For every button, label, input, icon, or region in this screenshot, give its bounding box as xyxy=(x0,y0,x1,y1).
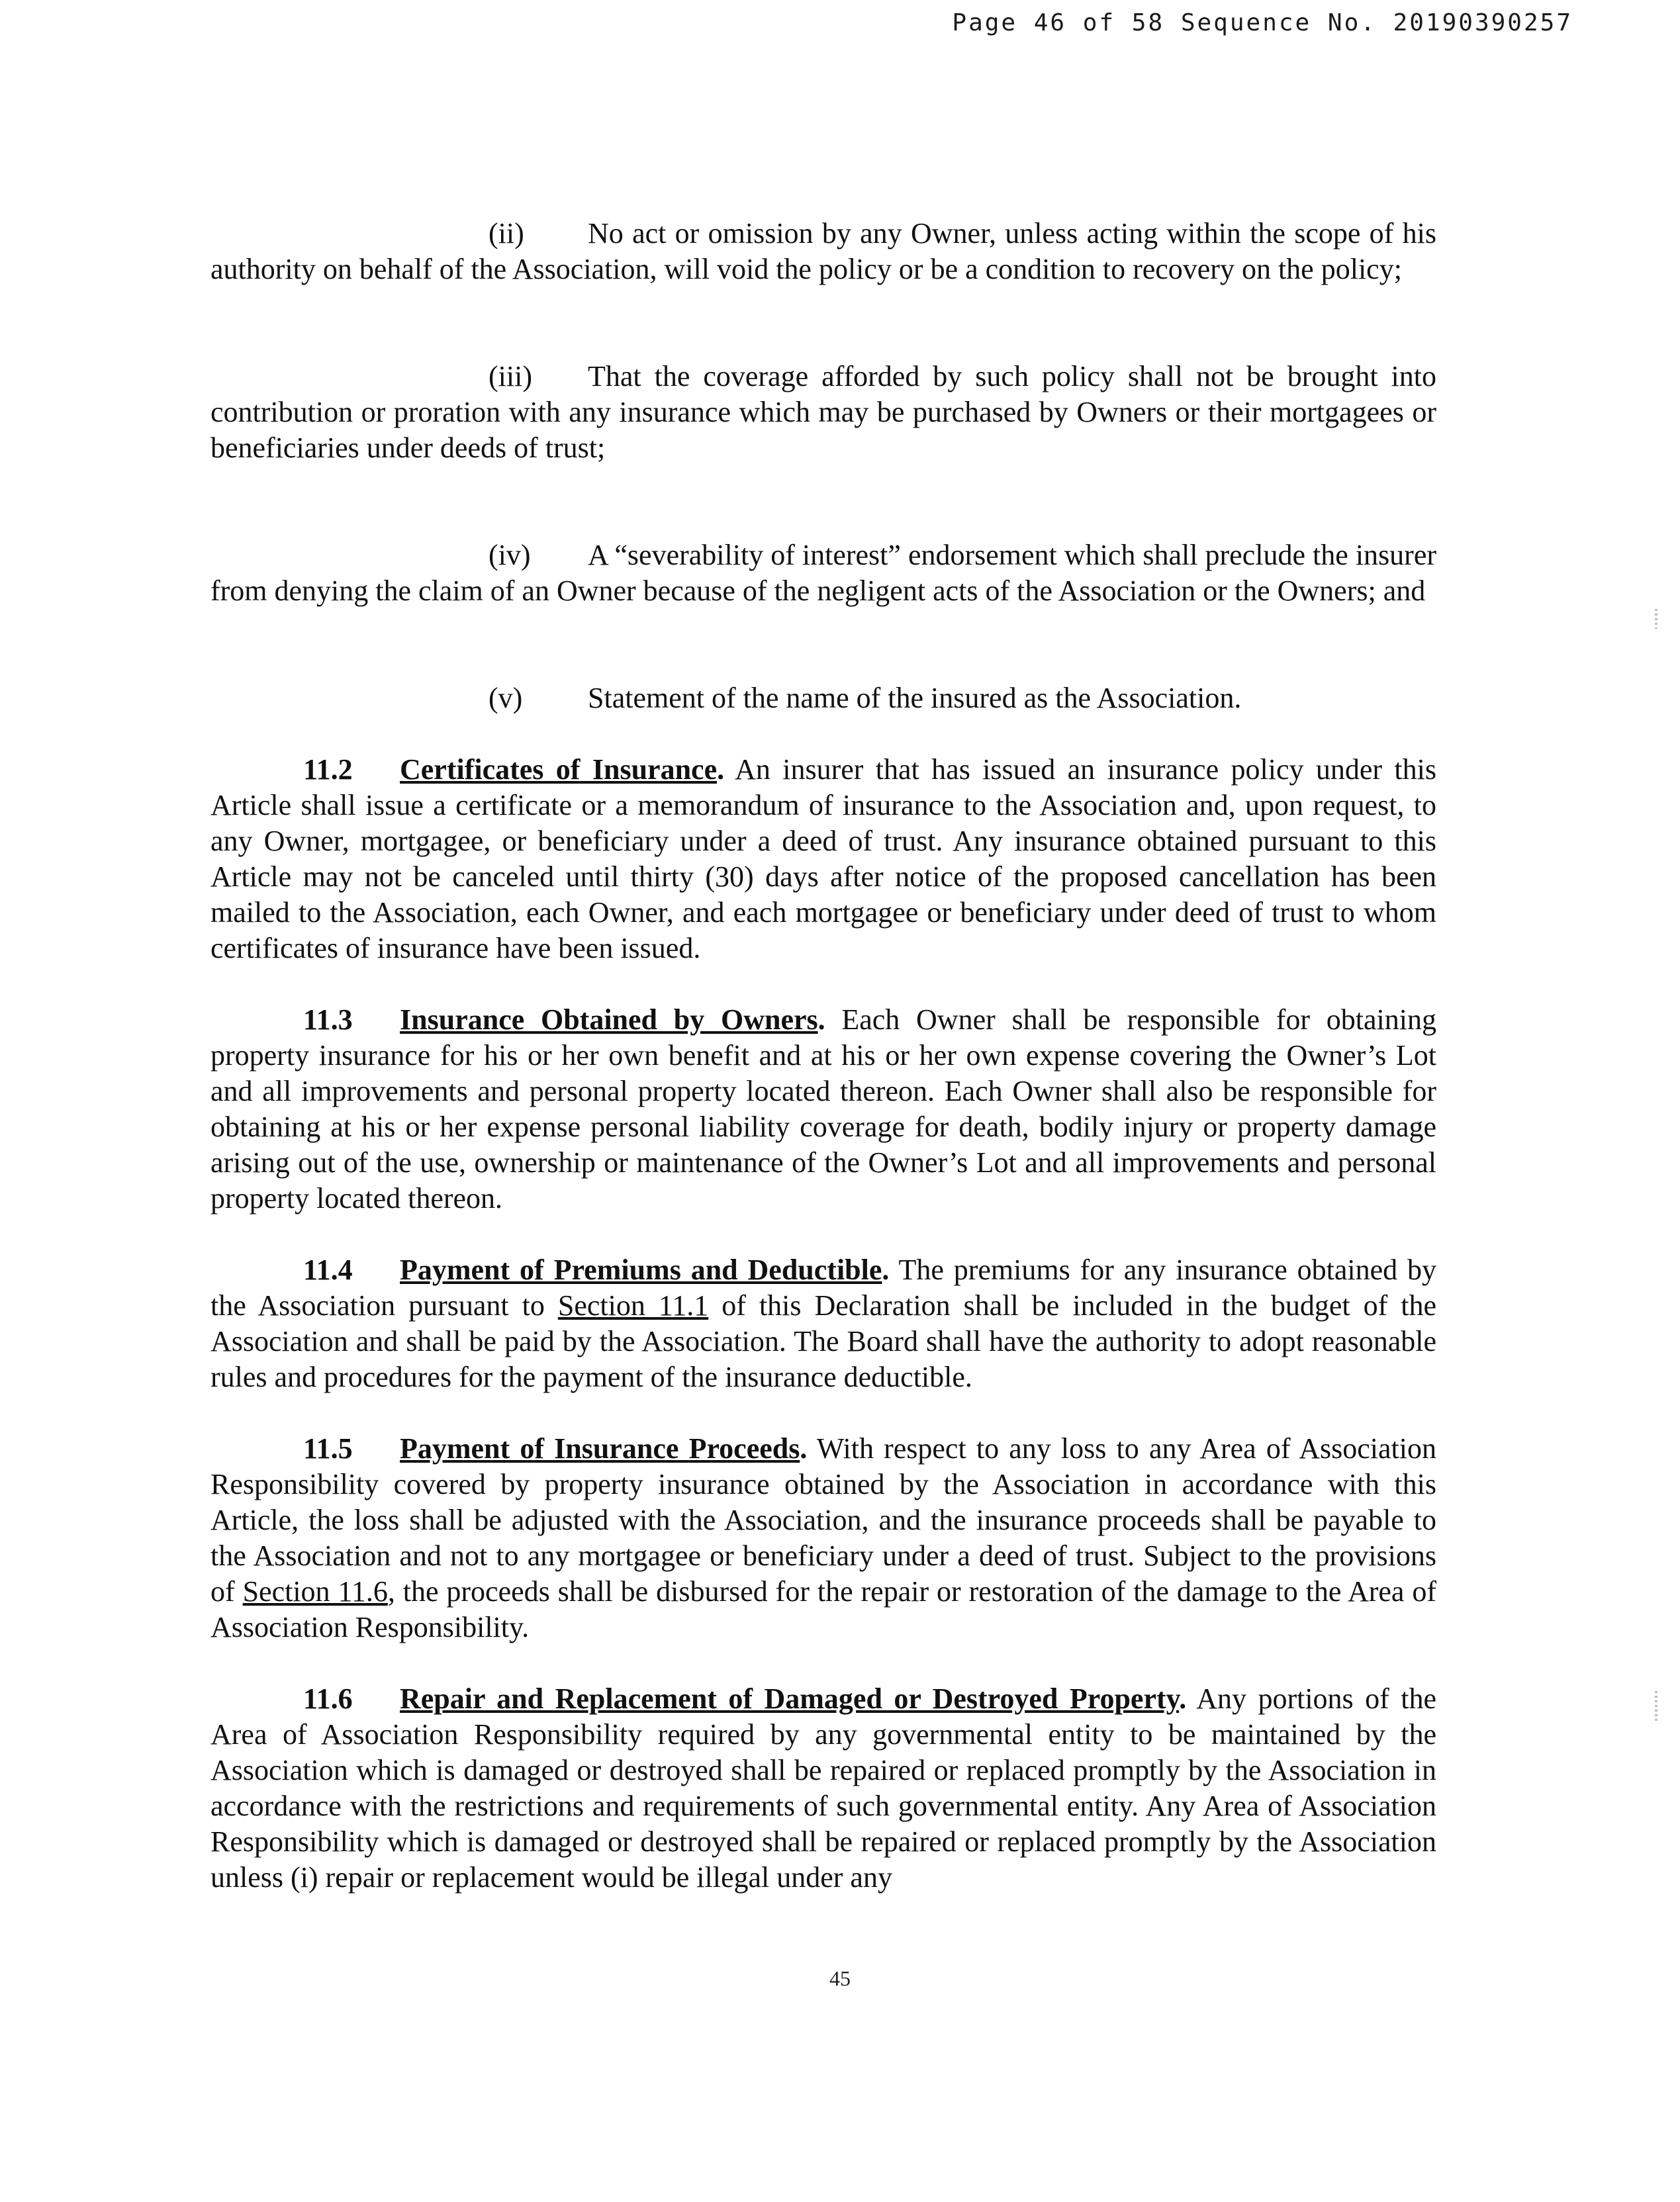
section-number: 11.5 xyxy=(303,1432,353,1465)
section-body: With respect to any loss to any Area of Association Responsibility covered by property insurance obtained by the Association in accordance with this Article, the loss shall be adjusted with the Association, and the insurance proceeds shall be payable to the Association and not to any mortgagee or beneficiary under a deed of trust. Subject to the provisions of xyxy=(210,1432,1436,1608)
item-number: (iv) xyxy=(489,539,531,571)
section-11-6 xyxy=(210,1681,1436,1896)
section-11-2 xyxy=(210,752,1436,966)
section-body: The premiums for any insurance obtained by the Association pursuant to xyxy=(210,1254,1436,1322)
page-header: Page 46 of 58 Sequence No. 20190390257 xyxy=(952,9,1573,36)
section-body: Each Owner shall be responsible for obtaining property insurance for his or her own benefit and at his or her own expense covering the Owner’s Lot and all improvements and personal property located thereon. Each Owner shall also be responsible for obtaining at his or her expense personal liability coverage for death, bodily injury or property damage arising out of the use, ownership or maintenance of the Owner’s Lot and all improvements and personal property located thereon. xyxy=(210,1003,1436,1215)
list-item-ii xyxy=(210,216,1436,287)
list-item-v xyxy=(210,680,1436,716)
item-number: (ii) xyxy=(489,217,524,250)
section-title-period: . xyxy=(800,1432,808,1465)
section-11-4 xyxy=(210,1252,1436,1395)
section-number: 11.6 xyxy=(303,1682,353,1715)
scan-artifact xyxy=(1655,1691,1657,1723)
item-text: No act or omission by any Owner, unless acting within the scope of his authority on behalf of the Association, will void the policy or be a condition to recovery on the policy; xyxy=(210,217,1436,285)
section-title-period: . xyxy=(882,1254,890,1286)
section-cross-reference: Section 11.6 xyxy=(242,1575,388,1608)
item-number: (v) xyxy=(489,682,523,714)
section-title: Insurance Obtained by Owners xyxy=(400,1003,818,1036)
section-number: 11.4 xyxy=(303,1254,353,1286)
section-body: An insurer that has issued an insurance policy under this Article shall issue a certificate or a memorandum of insurance to the Association and, upon request, to any Owner, mortgagee, or beneficiary under a deed of trust. Any insurance obtained pursuant to this Article may not be canceled until thirty (30) days after notice of the proposed cancellation has been mailed to the Association, each Owner, and each mortgagee or beneficiary under deed of trust to whom certificates of insurance have been issued. xyxy=(210,753,1436,964)
item-number: (iii) xyxy=(489,360,532,392)
section-11-3 xyxy=(210,1002,1436,1216)
section-number: 11.3 xyxy=(303,1003,353,1036)
item-text: That the coverage afforded by such policy shall not be brought into contribution or proration with any insurance which may be purchased by Owners or their mortgagees or beneficiaries under deeds of trust; xyxy=(210,360,1436,464)
item-text: A “severability of interest” endorsement which shall preclude the insurer from denying the claim of an Owner because of the negligent acts of the Association or the Owners; and xyxy=(210,539,1436,607)
list-item-iii xyxy=(210,359,1436,466)
section-title: Repair and Replacement of Damaged or Destroyed Property xyxy=(400,1682,1180,1715)
section-11-5 xyxy=(210,1431,1436,1645)
scan-artifact xyxy=(1655,609,1657,629)
page-number: 45 xyxy=(829,1966,851,1990)
section-title-period: . xyxy=(1179,1682,1187,1715)
section-title: Certificates of Insurance xyxy=(400,753,718,786)
section-body: Any portions of the Area of Association Responsibility required by any governmental entity to be maintained by the Association which is damaged or destroyed shall be repaired or replaced promptly by the Association in accordance with the restrictions and requirements of such governmental entity. Any Area of Association Responsibility which is damaged or destroyed shall be repaired or replaced promptly by the Association unless (i) repair or replacement would be illegal under any xyxy=(210,1682,1436,1894)
section-title: Payment of Premiums and Deductible xyxy=(400,1254,882,1286)
section-cross-reference: Section 11.1 xyxy=(557,1289,709,1322)
section-title-period: . xyxy=(817,1003,825,1036)
section-title-period: . xyxy=(717,753,725,786)
section-title: Payment of Insurance Proceeds xyxy=(400,1432,800,1465)
item-text: Statement of the name of the insured as the Association. xyxy=(588,682,1242,714)
list-item-iv xyxy=(210,537,1436,609)
section-body: of this Declaration shall be included in the budget of the Association and shall be paid by the Association. The Board shall have the authority to adopt reasonable rules and procedures for the payment of the insurance deductible. xyxy=(210,1289,1436,1393)
section-body: , the proceeds shall be disbursed for the repair or restoration of the damage to the Area of Association Responsibility. xyxy=(210,1575,1436,1643)
section-number: 11.2 xyxy=(303,753,353,786)
document-body xyxy=(210,216,1436,1931)
